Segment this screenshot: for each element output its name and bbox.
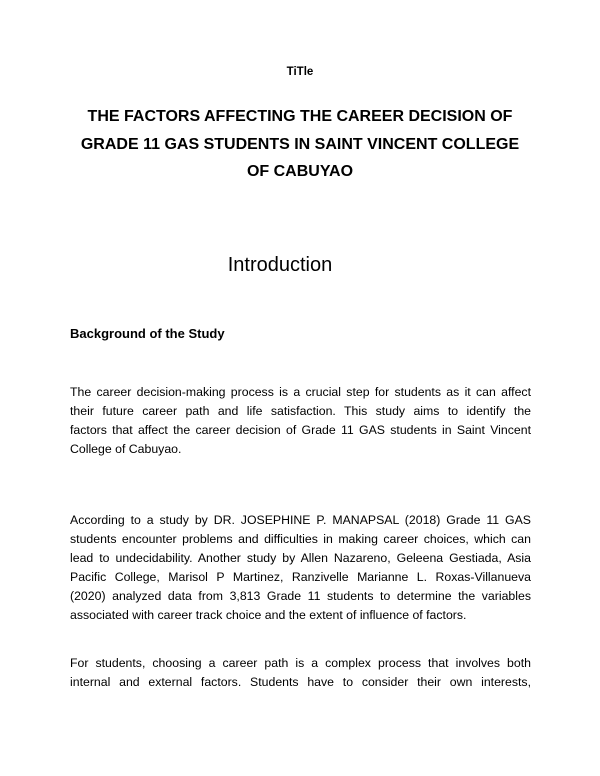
paragraph-line: students encounter problems and difficulties in making career choices, which can xyxy=(70,532,531,546)
document-title xyxy=(60,103,540,186)
paragraph-line: The career decision-making process is a crucial step for students as it can affect xyxy=(70,385,531,399)
title-line: OF CABUYAO xyxy=(246,163,354,180)
paragraph-line: their future career path and life satisfaction. This study aims to identify the xyxy=(70,404,531,418)
paragraph-line: According to a study by DR. JOSEPHINE P. MANAPSAL (2018) Grade 11 GAS xyxy=(70,513,531,527)
paragraph xyxy=(70,654,531,692)
document-label: TiTle xyxy=(286,66,314,78)
paragraph-line: College of Cabuyao. xyxy=(70,442,182,456)
paragraph-line: (2020) analyzed data from 3,813 Grade 11 students to determine the variables xyxy=(70,589,531,603)
paragraph xyxy=(70,511,531,625)
section-heading: Introduction xyxy=(227,254,333,276)
paragraph-line: lead to undecidability. Another study by Allen Nazareno, Geleena Gestiada, Asia xyxy=(70,551,531,565)
paragraph-line: factors that affect the career decision of Grade 11 GAS students in Saint Vincent xyxy=(70,423,531,437)
title-line: GRADE 11 GAS STUDENTS IN SAINT VINCENT COLLEGE xyxy=(80,135,520,153)
paragraph-line: internal and external factors. Students have to consider their own interests, xyxy=(70,675,531,689)
paragraph-line: Pacific College, Marisol P Martinez, Ranzivelle Marianne L. Roxas-Villanueva xyxy=(70,570,531,584)
title-line: THE FACTORS AFFECTING THE CAREER DECISION OF xyxy=(87,108,513,125)
paragraph xyxy=(70,383,531,459)
subsection-heading: Background of the Study xyxy=(70,326,225,341)
paragraph-line: associated with career track choice and the extent of influence of factors. xyxy=(70,608,467,622)
paragraph-line: For students, choosing a career path is a complex process that involves both xyxy=(70,656,531,670)
